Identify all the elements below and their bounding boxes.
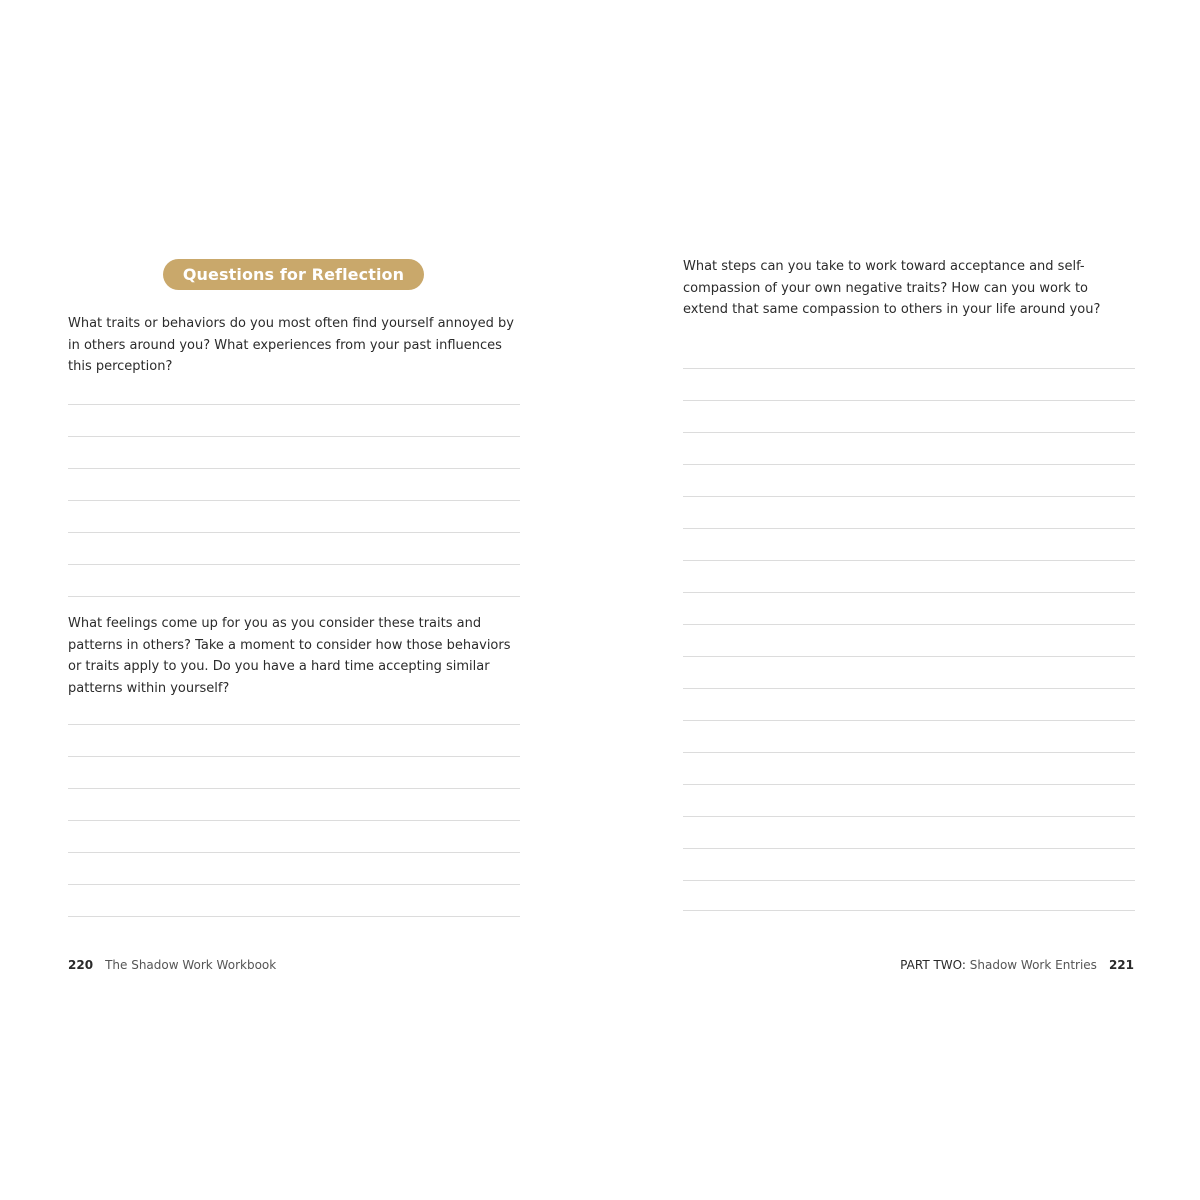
right-page-footer: [900, 957, 1134, 973]
running-section-title: Shadow Work Entries: [969, 958, 1097, 972]
writing-line: [683, 910, 1135, 911]
writing-line: [683, 400, 1135, 401]
writing-line: [68, 564, 520, 565]
reflection-question-3: What steps can you take to work toward acceptance and self-compassion of your own negative traits? How can you work to extend that same compassion to others in your life around you?: [683, 259, 1101, 317]
writing-line: [68, 884, 520, 885]
page-number: 220: [68, 958, 94, 972]
writing-line: [683, 816, 1135, 817]
writing-line: [683, 688, 1135, 689]
reflection-question-1: What traits or behaviors do you most often find yourself annoyed by in others around you? What experiences from your past influences this perception?: [68, 316, 515, 374]
writing-line: [68, 596, 520, 597]
writing-line: [683, 560, 1135, 561]
writing-line: [683, 528, 1135, 529]
writing-line: [683, 784, 1135, 785]
writing-line: [68, 756, 520, 757]
writing-line: [68, 820, 520, 821]
running-title: The Shadow Work Workbook: [105, 958, 277, 972]
writing-line: [683, 624, 1135, 625]
writing-line: [683, 432, 1135, 433]
writing-line: [68, 788, 520, 789]
page-number: 221: [1108, 958, 1134, 972]
writing-line: [683, 496, 1135, 497]
writing-line: [683, 656, 1135, 657]
writing-line: [68, 532, 520, 533]
writing-line: [68, 500, 520, 501]
section-banner: Questions for Reflection: [163, 259, 424, 290]
writing-line: [683, 464, 1135, 465]
writing-line: [68, 724, 520, 725]
reflection-question-2: What feelings come up for you as you consider these traits and patterns in others? Take a moment to consider how those behaviors or traits apply to you. Do you have a hard time accepting similar patterns within yourself?: [68, 616, 511, 696]
writing-line: [68, 436, 520, 437]
writing-line: [68, 852, 520, 853]
writing-line: [683, 880, 1135, 881]
part-label: PART TWO:: [900, 958, 966, 972]
writing-line: [683, 592, 1135, 593]
writing-line: [68, 404, 520, 405]
writing-line: [683, 720, 1135, 721]
writing-line: [68, 916, 520, 917]
writing-line: [683, 368, 1135, 369]
writing-line: [683, 848, 1135, 849]
writing-line: [683, 752, 1135, 753]
left-page-footer: [68, 957, 276, 973]
writing-line: [68, 468, 520, 469]
